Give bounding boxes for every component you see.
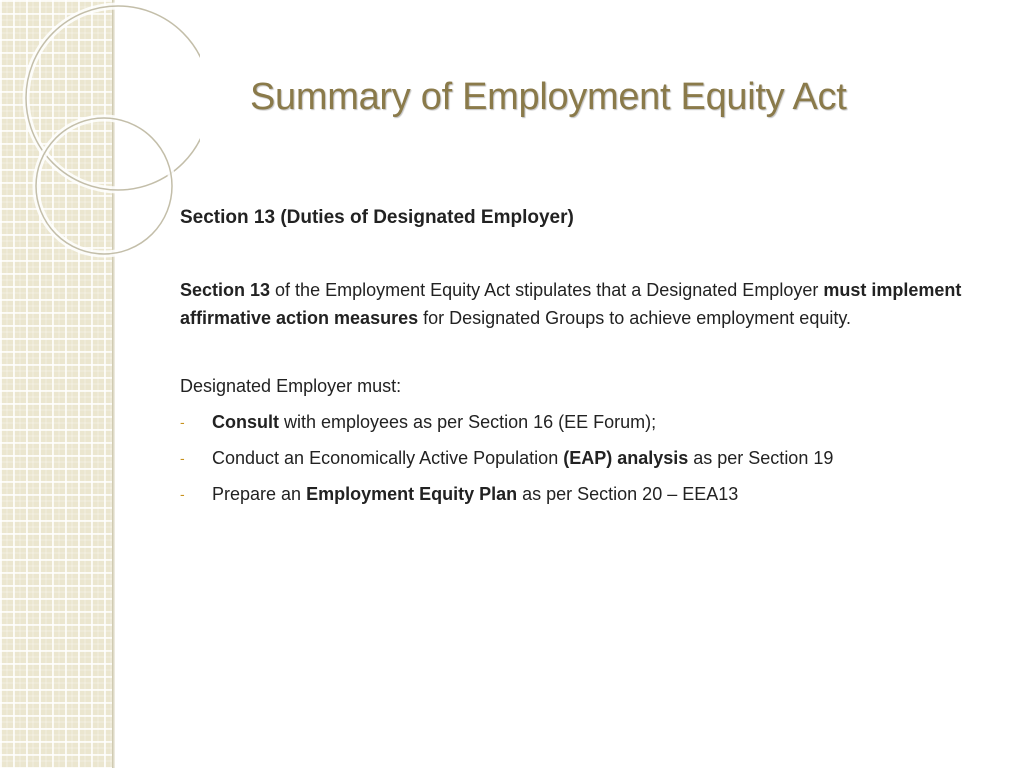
list-item-bold: Consult: [212, 412, 279, 432]
bullet-dash-icon: -: [180, 450, 185, 466]
list-item: [180, 408, 1000, 436]
list-item-bold: (EAP) analysis: [563, 448, 689, 468]
section-paragraph: [180, 276, 1000, 332]
slide-content: [180, 204, 1000, 516]
paragraph-text-1: of the Employment Equity Act stipulates that a Designated Employer: [270, 280, 824, 300]
paragraph-bold-must: must implement affirmative action measures: [180, 280, 962, 328]
ring-large-outline: [26, 6, 200, 190]
list-item-text: as per Section 19: [688, 448, 834, 468]
list-intro: Designated Employer must:: [180, 376, 402, 396]
bullet-dash-icon: -: [180, 414, 185, 430]
list-item-text: as per Section 20 – EEA13: [517, 484, 739, 504]
slide-title: Summary of Employment Equity Act: [250, 76, 847, 118]
list-item-text: Prepare an: [212, 484, 307, 504]
list-item: [180, 480, 1000, 508]
paragraph-text-2: for Designated Groups to achieve employment equity.: [418, 308, 852, 328]
duties-list: [180, 408, 1000, 508]
list-item-bold: Employment Equity Plan: [306, 484, 518, 504]
list-item-text: with employees as per Section 16 (EE Forum);: [279, 412, 657, 432]
bullet-dash-icon: -: [180, 486, 185, 502]
paragraph-bold-section: Section 13: [180, 280, 271, 300]
section-subheading: Section 13 (Duties of Designated Employer): [180, 207, 574, 228]
list-item: [180, 444, 1000, 472]
list-item-text: Conduct an Economically Active Population: [212, 448, 564, 468]
decorative-rings: [0, 0, 200, 260]
